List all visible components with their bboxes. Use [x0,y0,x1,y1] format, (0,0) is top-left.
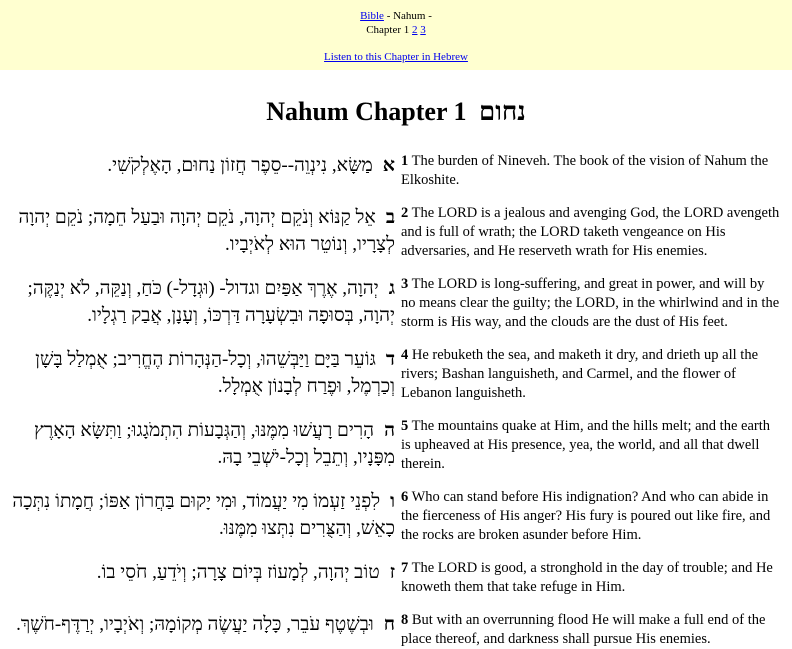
chapter-3-link[interactable]: 3 [420,24,426,36]
listen-hebrew-link[interactable]: Listen to this Chapter in Hebrew [324,51,468,63]
verse-row [10,275,780,332]
verse-hebrew-letter: ח [383,614,395,635]
verse-hebrew-letter: ד [385,349,395,370]
verse-hebrew-text: גּוֹעֵר בַּיָּם וַיַּבְּשֵׁהוּ, וְכָל-הַנְּהָרוֹת הֶחֱרִיב; אֻמְלַל בָּשָׁן וְכַרְמֶל, וּפֶרַח לְבָנוֹן אֻמְלָל. [35,349,395,397]
verse-hebrew-letter: ב [385,207,395,228]
verse-hebrew-text: אֵל קַנּוֹא וְנֹקֵם יְהוָה, נֹקֵם יְהוָה וּבַעַל חֵמָה; נֹקֵם יְהוָה לְצָרָיו, וְנוֹטֵר הוּא לְאֹיְבָיו. [18,207,395,255]
verse-hebrew [10,611,395,638]
verse-row [10,488,780,545]
verse-hebrew-letter: א [382,155,395,176]
verse-hebrew-text: יְהוָה, אֶרֶךְ אַפַּיִם וגדול- (וּגְדָל-) כֹּחַ, וְנַקֵּה, לֹא יְנַקֶּה; יְהוָה, בְּסוּפָה וּבִשְׂעָרָה דַּרְכּוֹ, וְעָנָן, אֲבַק רַגְלָיו. [27,278,395,326]
verse-english-text: But with an overrunning flood He will make a full end of the place thereof, and darkness shall pursue His enemies. [401,612,766,647]
verse-hebrew-text: מַשָּׂא, נִינְוֵה--סֵפֶר חֲזוֹן נַחוּם, הָאֶלְקֹשִׁי. [107,155,373,176]
verse-row [10,611,780,649]
verse-row [10,204,780,261]
book-label: - Nahum - [383,10,432,22]
verse-hebrew-text: לִפְנֵי זַעְמוֹ מִי יַעֲמוֹד, וּמִי יָקוּם בַּחֲרוֹן אַפּוֹ; חֲמָתוֹ נִתְּכָה כָאֵשׁ, וְהַצֻּרִים נִתְּצוּ מִמֶּנּוּ. [12,491,395,539]
chapter-label: Chapter 1 [366,24,410,36]
page-title-english: Nahum Chapter 1 [266,97,467,126]
verse-english [395,152,780,190]
verse-hebrew [10,204,395,258]
verse-english [395,488,780,545]
verse-hebrew-letter: ו [390,491,395,512]
chapter-nav-bar [0,0,792,70]
bible-link[interactable]: Bible [360,10,384,22]
verse-list [10,152,780,649]
verse-number: 1 [401,153,409,169]
verse-number: 2 [401,205,409,221]
page-title-hebrew: נחום [479,97,526,126]
verse-row [10,559,780,597]
verse-row [10,152,780,190]
verse-number: 7 [401,560,409,576]
verse-row [10,346,780,403]
verse-english-text: The mountains quake at Him, and the hills melt; and the earth is upheaved at His presence, yea, the world, and all that dwell therein. [401,418,771,472]
verse-hebrew-letter: ה [384,420,395,441]
page-title [0,96,792,128]
verse-row [10,417,780,474]
verse-english [395,417,780,474]
verse-number: 6 [401,489,409,505]
verse-english [395,275,780,332]
verse-hebrew-text: וּבְשֶׁטֶף עֹבֵר, כָּלָה יַעֲשֶׂה מְקוֹמָהּ; וְאֹיְבָיו, יְרַדֶּף-חֹשֶׁךְ. [16,614,374,635]
verse-english-text: Who can stand before His indignation? And who can abide in the fierceness of His anger? His fury is poured out like fire, and the rocks are broken asunder before Him. [401,489,771,543]
verse-english-text: The burden of Nineveh. The book of the vision of Nahum the Elkoshite. [401,153,769,188]
verse-hebrew [10,346,395,400]
nav-line-2 [0,23,792,37]
verse-hebrew [10,488,395,542]
verse-english-text: The LORD is long-suffering, and great in power, and will by no means clear the guilty; the LORD, in the whirlwind and in the storm is His way, and the clouds are the dust of His feet. [401,276,780,330]
nav-line-3 [0,50,792,64]
verse-hebrew [10,417,395,471]
verse-english-text: The LORD is good, a stronghold in the day of trouble; and He knoweth them that take refuge in Him. [401,560,773,595]
verse-hebrew [10,152,395,179]
verse-number: 5 [401,418,409,434]
verse-english-text: The LORD is a jealous and avenging God, the LORD avengeth and is full of wrath; the LORD taketh vengeance on His adversaries, and He reserveth wrath for His enemies. [401,205,780,259]
verse-hebrew-letter: ג [388,278,395,299]
verse-english [395,559,780,597]
nav-line-1 [0,9,792,23]
verse-english [395,204,780,261]
verse-hebrew-text: טוֹב יְהוָה, לְמָעוֹז בְּיוֹם צָרָה; וְיֹדֵעַ, חֹסֵי בוֹ. [96,562,380,583]
verse-number: 3 [401,276,409,292]
chapter-2-link[interactable]: 2 [412,24,418,36]
verse-hebrew [10,275,395,329]
verse-english [395,346,780,403]
verse-hebrew-text: הָרִים רָעֲשׁוּ מִמֶּנּוּ, וְהַגְּבָעוֹת הִתְמֹגָגוּ; וַתִּשָּׂא הָאָרֶץ מִפָּנָיו, וְתֵבֵל וְכָל-יֹשְׁבֵי בָהּ. [34,420,395,468]
verse-number: 4 [401,347,409,363]
verse-english [395,611,780,649]
verse-hebrew [10,559,395,586]
verse-number: 8 [401,612,409,628]
verse-hebrew-letter: ז [389,562,395,583]
verse-english-text: He rebuketh the sea, and maketh it dry, and drieth up all the rivers; Bashan languisheth, and Carmel, and the flower of Lebanon languisheth. [401,347,759,401]
